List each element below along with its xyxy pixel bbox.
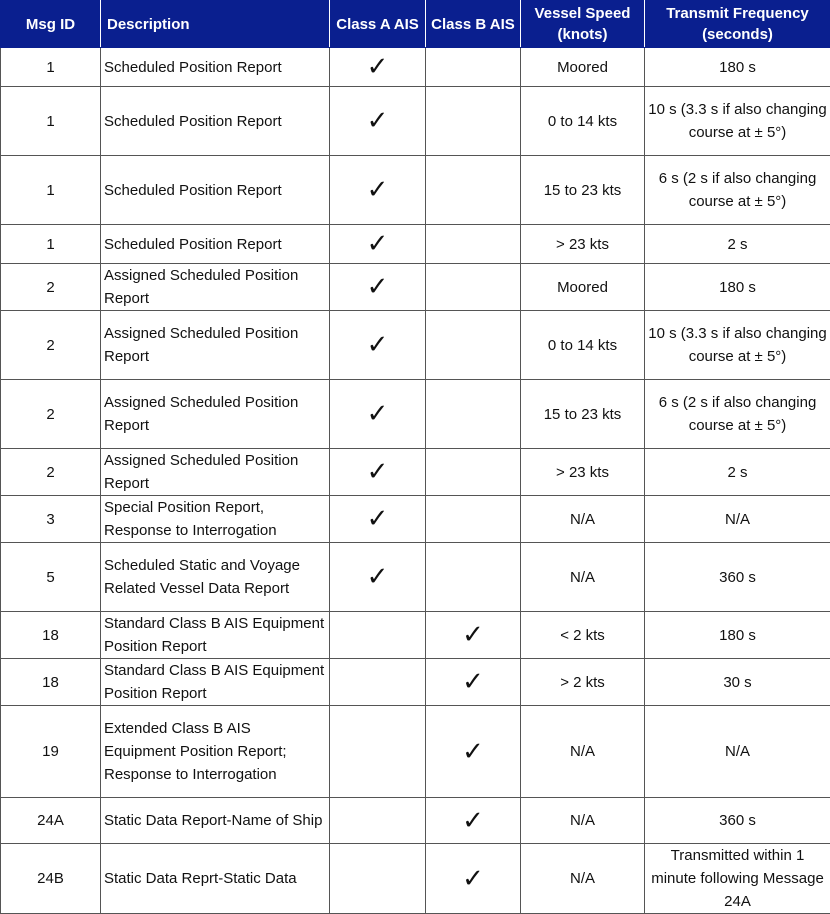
cell-description: Assigned Scheduled Position Report (101, 264, 330, 311)
cell-vessel-speed: > 23 kts (521, 225, 645, 264)
cell-description: Standard Class B AIS Equipment Position Report (101, 659, 330, 706)
cell-class-b (426, 612, 521, 659)
cell-transmit-frequency: Transmitted within 1 minute following Message 24A (645, 844, 830, 914)
cell-transmit-frequency: N/A (645, 496, 830, 543)
cell-vessel-speed: Moored (521, 264, 645, 311)
cell-msg-id: 2 (1, 264, 101, 311)
table-row (1, 380, 830, 449)
checkmark-icon: ✓ (367, 229, 389, 259)
cell-class-a (330, 225, 426, 264)
checkmark-icon: ✓ (367, 52, 389, 82)
header-transmit-frequency: Transmit Frequency (seconds) (645, 1, 830, 48)
header-description: Description (101, 1, 330, 48)
cell-class-b (426, 798, 521, 844)
table-row (1, 311, 830, 380)
cell-transmit-frequency: 6 s (2 s if also changing course at ± 5°) (645, 156, 830, 225)
cell-class-b (426, 264, 521, 311)
cell-vessel-speed: N/A (521, 543, 645, 612)
cell-description: Scheduled Position Report (101, 87, 330, 156)
table-row (1, 48, 830, 87)
cell-msg-id: 2 (1, 449, 101, 496)
cell-class-b (426, 225, 521, 264)
cell-description: Special Position Report, Response to Interrogation (101, 496, 330, 543)
cell-transmit-frequency: 180 s (645, 264, 830, 311)
cell-class-b (426, 706, 521, 798)
cell-msg-id: 19 (1, 706, 101, 798)
cell-msg-id: 1 (1, 225, 101, 264)
cell-msg-id: 18 (1, 612, 101, 659)
cell-description: Scheduled Position Report (101, 156, 330, 225)
cell-class-a (330, 496, 426, 543)
checkmark-icon: ✓ (367, 330, 389, 360)
cell-vessel-speed: N/A (521, 844, 645, 914)
cell-class-a (330, 87, 426, 156)
cell-class-a (330, 659, 426, 706)
cell-msg-id: 1 (1, 156, 101, 225)
cell-class-a (330, 380, 426, 449)
cell-class-b (426, 156, 521, 225)
cell-transmit-frequency: N/A (645, 706, 830, 798)
cell-description: Scheduled Static and Voyage Related Vessel Data Report (101, 543, 330, 612)
cell-transmit-frequency: 10 s (3.3 s if also changing course at ± 5°) (645, 311, 830, 380)
cell-class-a (330, 449, 426, 496)
cell-vessel-speed: > 2 kts (521, 659, 645, 706)
table-row (1, 156, 830, 225)
cell-class-a (330, 311, 426, 380)
cell-transmit-frequency: 360 s (645, 798, 830, 844)
header-msg-id: Msg ID (1, 1, 101, 48)
cell-transmit-frequency: 180 s (645, 612, 830, 659)
cell-transmit-frequency: 2 s (645, 449, 830, 496)
table-row (1, 225, 830, 264)
table-row (1, 496, 830, 543)
cell-class-a (330, 612, 426, 659)
cell-class-b (426, 659, 521, 706)
cell-description: Static Data Report-Name of Ship (101, 798, 330, 844)
checkmark-icon: ✓ (367, 272, 389, 302)
cell-class-b (426, 449, 521, 496)
cell-vessel-speed: N/A (521, 798, 645, 844)
cell-msg-id: 1 (1, 87, 101, 156)
table-row (1, 449, 830, 496)
cell-msg-id: 18 (1, 659, 101, 706)
cell-vessel-speed: N/A (521, 496, 645, 543)
cell-class-a (330, 844, 426, 914)
cell-description: Extended Class B AIS Equipment Position Report; Response to Interrogation (101, 706, 330, 798)
cell-vessel-speed: N/A (521, 706, 645, 798)
table-row (1, 543, 830, 612)
cell-msg-id: 24A (1, 798, 101, 844)
checkmark-icon: ✓ (462, 806, 484, 836)
cell-transmit-frequency: 6 s (2 s if also changing course at ± 5°) (645, 380, 830, 449)
cell-class-b (426, 496, 521, 543)
checkmark-icon: ✓ (367, 504, 389, 534)
checkmark-icon: ✓ (367, 175, 389, 205)
cell-vessel-speed: 0 to 14 kts (521, 311, 645, 380)
cell-class-b (426, 543, 521, 612)
cell-class-b (426, 311, 521, 380)
header-row (1, 1, 830, 48)
table-row (1, 659, 830, 706)
table-row (1, 844, 830, 914)
table-row (1, 612, 830, 659)
checkmark-icon: ✓ (367, 457, 389, 487)
cell-msg-id: 5 (1, 543, 101, 612)
cell-class-b (426, 380, 521, 449)
cell-description: Standard Class B AIS Equipment Position Report (101, 612, 330, 659)
cell-class-a (330, 264, 426, 311)
checkmark-icon: ✓ (367, 562, 389, 592)
cell-vessel-speed: 15 to 23 kts (521, 380, 645, 449)
header-class-b: Class B AIS (426, 1, 521, 48)
cell-vessel-speed: 0 to 14 kts (521, 87, 645, 156)
table-row (1, 798, 830, 844)
table-row (1, 87, 830, 156)
cell-transmit-frequency: 10 s (3.3 s if also changing course at ± 5°) (645, 87, 830, 156)
cell-class-b (426, 48, 521, 87)
cell-vessel-speed: < 2 kts (521, 612, 645, 659)
checkmark-icon: ✓ (462, 737, 484, 767)
cell-description: Scheduled Position Report (101, 48, 330, 87)
checkmark-icon: ✓ (367, 106, 389, 136)
header-vessel-speed: Vessel Speed (knots) (521, 1, 645, 48)
cell-description: Assigned Scheduled Position Report (101, 449, 330, 496)
cell-description: Static Data Reprt-Static Data (101, 844, 330, 914)
checkmark-icon: ✓ (462, 864, 484, 894)
cell-description: Assigned Scheduled Position Report (101, 380, 330, 449)
cell-class-a (330, 48, 426, 87)
checkmark-icon: ✓ (462, 620, 484, 650)
cell-transmit-frequency: 30 s (645, 659, 830, 706)
cell-transmit-frequency: 360 s (645, 543, 830, 612)
cell-transmit-frequency: 2 s (645, 225, 830, 264)
cell-msg-id: 3 (1, 496, 101, 543)
cell-msg-id: 2 (1, 311, 101, 380)
cell-msg-id: 1 (1, 48, 101, 87)
checkmark-icon: ✓ (462, 667, 484, 697)
cell-class-a (330, 706, 426, 798)
cell-vessel-speed: Moored (521, 48, 645, 87)
cell-class-a (330, 543, 426, 612)
table-row (1, 264, 830, 311)
cell-vessel-speed: 15 to 23 kts (521, 156, 645, 225)
cell-class-b (426, 844, 521, 914)
cell-description: Scheduled Position Report (101, 225, 330, 264)
cell-transmit-frequency: 180 s (645, 48, 830, 87)
table-row (1, 706, 830, 798)
cell-description: Assigned Scheduled Position Report (101, 311, 330, 380)
header-class-a: Class A AIS (330, 1, 426, 48)
checkmark-icon: ✓ (367, 399, 389, 429)
cell-msg-id: 24B (1, 844, 101, 914)
cell-class-a (330, 798, 426, 844)
cell-msg-id: 2 (1, 380, 101, 449)
cell-vessel-speed: > 23 kts (521, 449, 645, 496)
cell-class-a (330, 156, 426, 225)
cell-class-b (426, 87, 521, 156)
